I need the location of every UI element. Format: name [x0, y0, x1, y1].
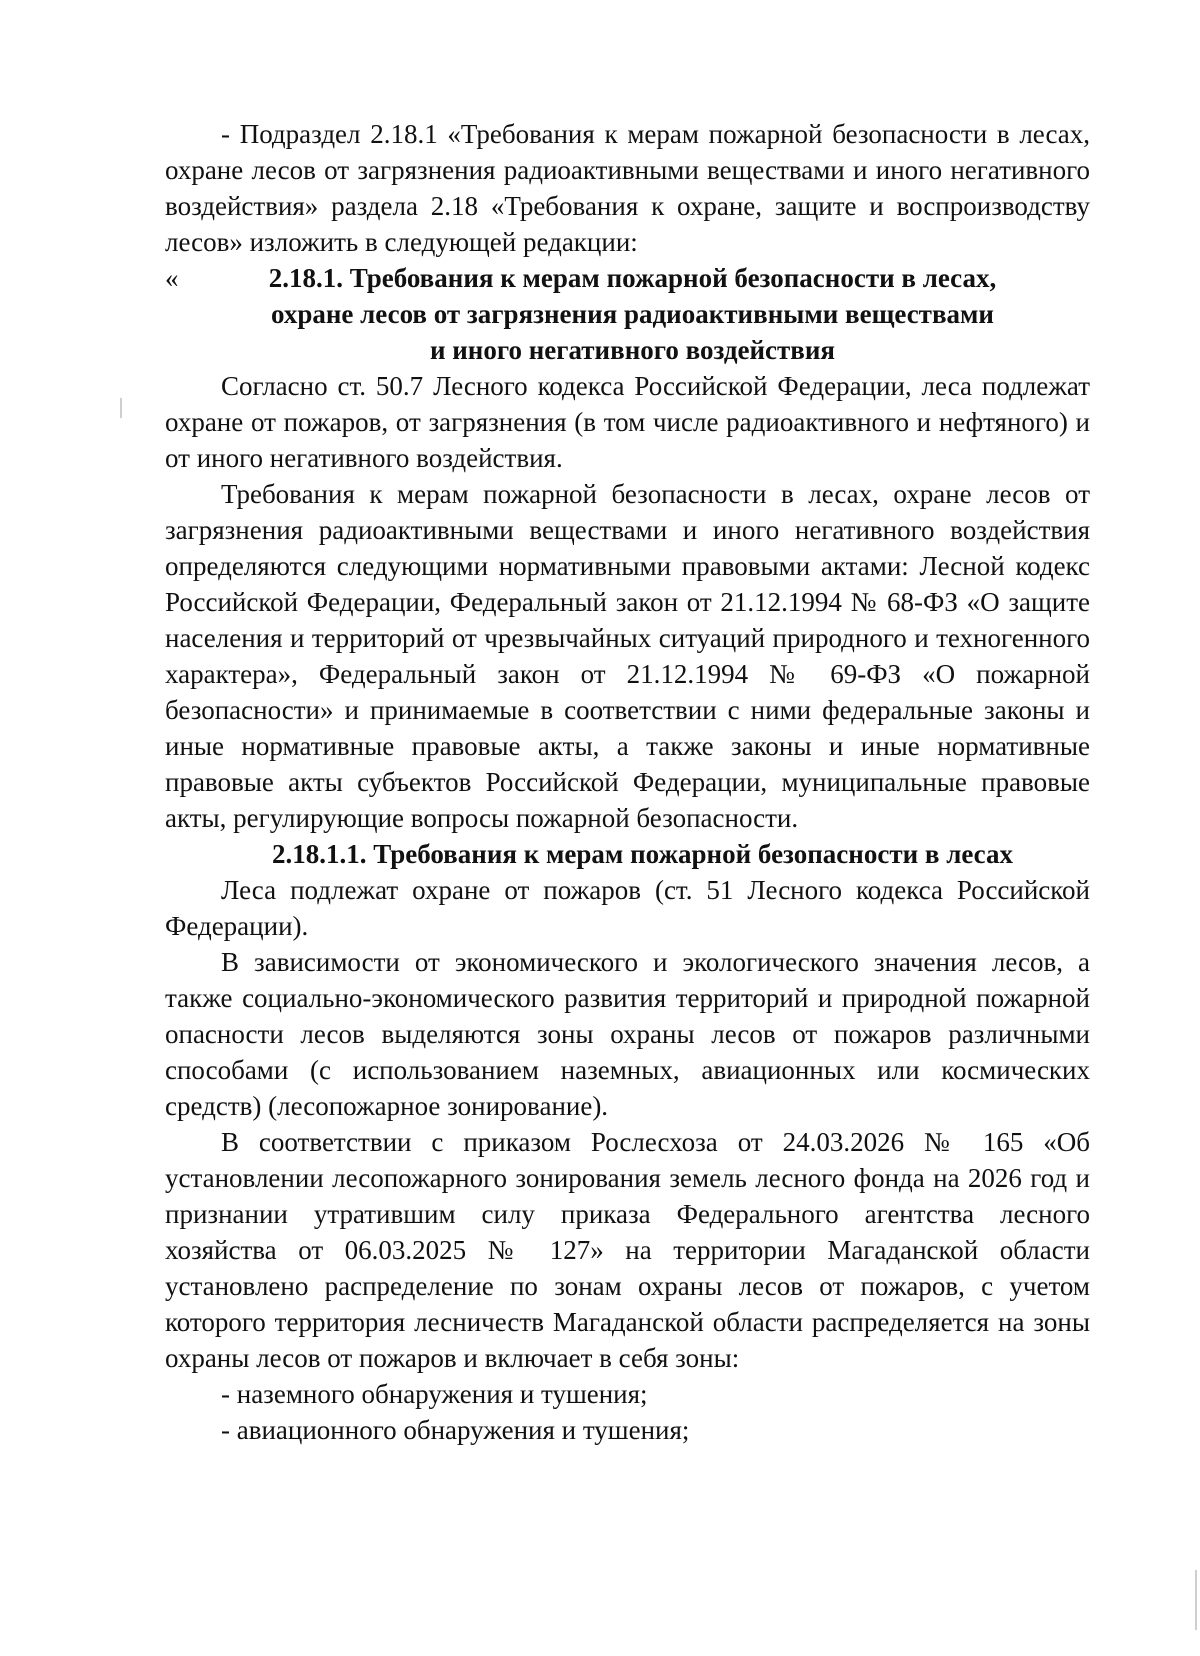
list-item: - авиационного обнаружения и тушения; [221, 1415, 690, 1445]
document-body [165, 116, 1090, 1448]
section-heading-block [165, 260, 1090, 368]
list-item: - наземного обнаружения и тушения; [221, 1379, 648, 1409]
scan-edge-mark [120, 398, 122, 418]
paragraph-normative-acts: Требования к мерам пожарной безопасности в лесах, охране лесов от загрязнения радиоактивными веществами и иного негативного воздействия определяются следующими нормативными правовыми актами: Лесной кодекс Российской Федерации, Федеральный закон от 21.12.1994 № 68-ФЗ «О защите населения и территорий от чрезвычайных ситуаций природного и техногенного характера», Федеральный закон от 21.12.1994 № 69-ФЗ «О пожарной безопасности» и принимаемые в соответствии с ними федеральные законы и иные нормативные правовые акты, а также законы и иные нормативные правовые акты субъектов Российской Федерации, муниципальные правовые акты, регулирующие вопросы пожарной безопасности. [165, 479, 1090, 833]
intro-line-2: охране лесов от загрязнения радиоактивными веществами и иного негативного [165, 155, 1090, 185]
paragraph-rosleskhoz-order: В соответствии с приказом Рослесхоза от 24.03.2026 № 165 «Об установлении лесопожарного зонирования земель лесного фонда на 2026 год и признании утратившим силу приказа Федерального агентства лесного хозяйства от 06.03.2025 № 127» на территории Магаданской области установлено распределение по зонам охраны лесов от пожаров, с учетом которого территория лесничеств Магаданской области распределяется на зоны охраны лесов от пожаров и включает в себя зоны: [165, 1127, 1090, 1373]
subsection-heading: 2.18.1.1. Требования к мерам пожарной безопасности в лесах [271, 839, 1013, 869]
intro-line-3: воздействия» раздела 2.18 «Требования к охране, защите и воспроизводству [165, 191, 1090, 221]
section-heading-line-2: охране лесов от загрязнения радиоактивными веществами [271, 299, 994, 329]
section-heading [205, 260, 1090, 368]
section-heading-line-3: и иного негативного воздействия [429, 335, 836, 365]
scan-edge-mark [1195, 1570, 1197, 1630]
intro-line-1: - Подраздел 2.18.1 «Требования к мерам пожарной безопасности в лесах, [221, 119, 1090, 149]
intro-paragraph [165, 116, 1090, 260]
section-heading-line-1: 2.18.1. Требования к мерам пожарной безопасности в лесах, [268, 263, 997, 293]
paragraph-fire-protection: Леса подлежат охране от пожаров (ст. 51 Лесного кодекса Российской Федерации). [165, 875, 1090, 941]
opening-quote-mark: « [165, 263, 179, 293]
intro-line-4: лесов» изложить в следующей редакции: [165, 227, 638, 257]
paragraph-legal-basis: Согласно ст. 50.7 Лесного кодекса Российской Федерации, леса подлежат охране от пожаров, от загрязнения (в том числе радиоактивного и нефтяного) и от иного негативного воздействия. [165, 371, 1090, 473]
paragraph-fire-zoning: В зависимости от экономического и экологического значения лесов, а также социально-экономического развития территорий и природной пожарной опасности лесов выделяются зоны охраны лесов от пожаров различными способами (с использованием наземных, авиационных или космических средств) (лесопожарное зонирование). [165, 947, 1090, 1121]
